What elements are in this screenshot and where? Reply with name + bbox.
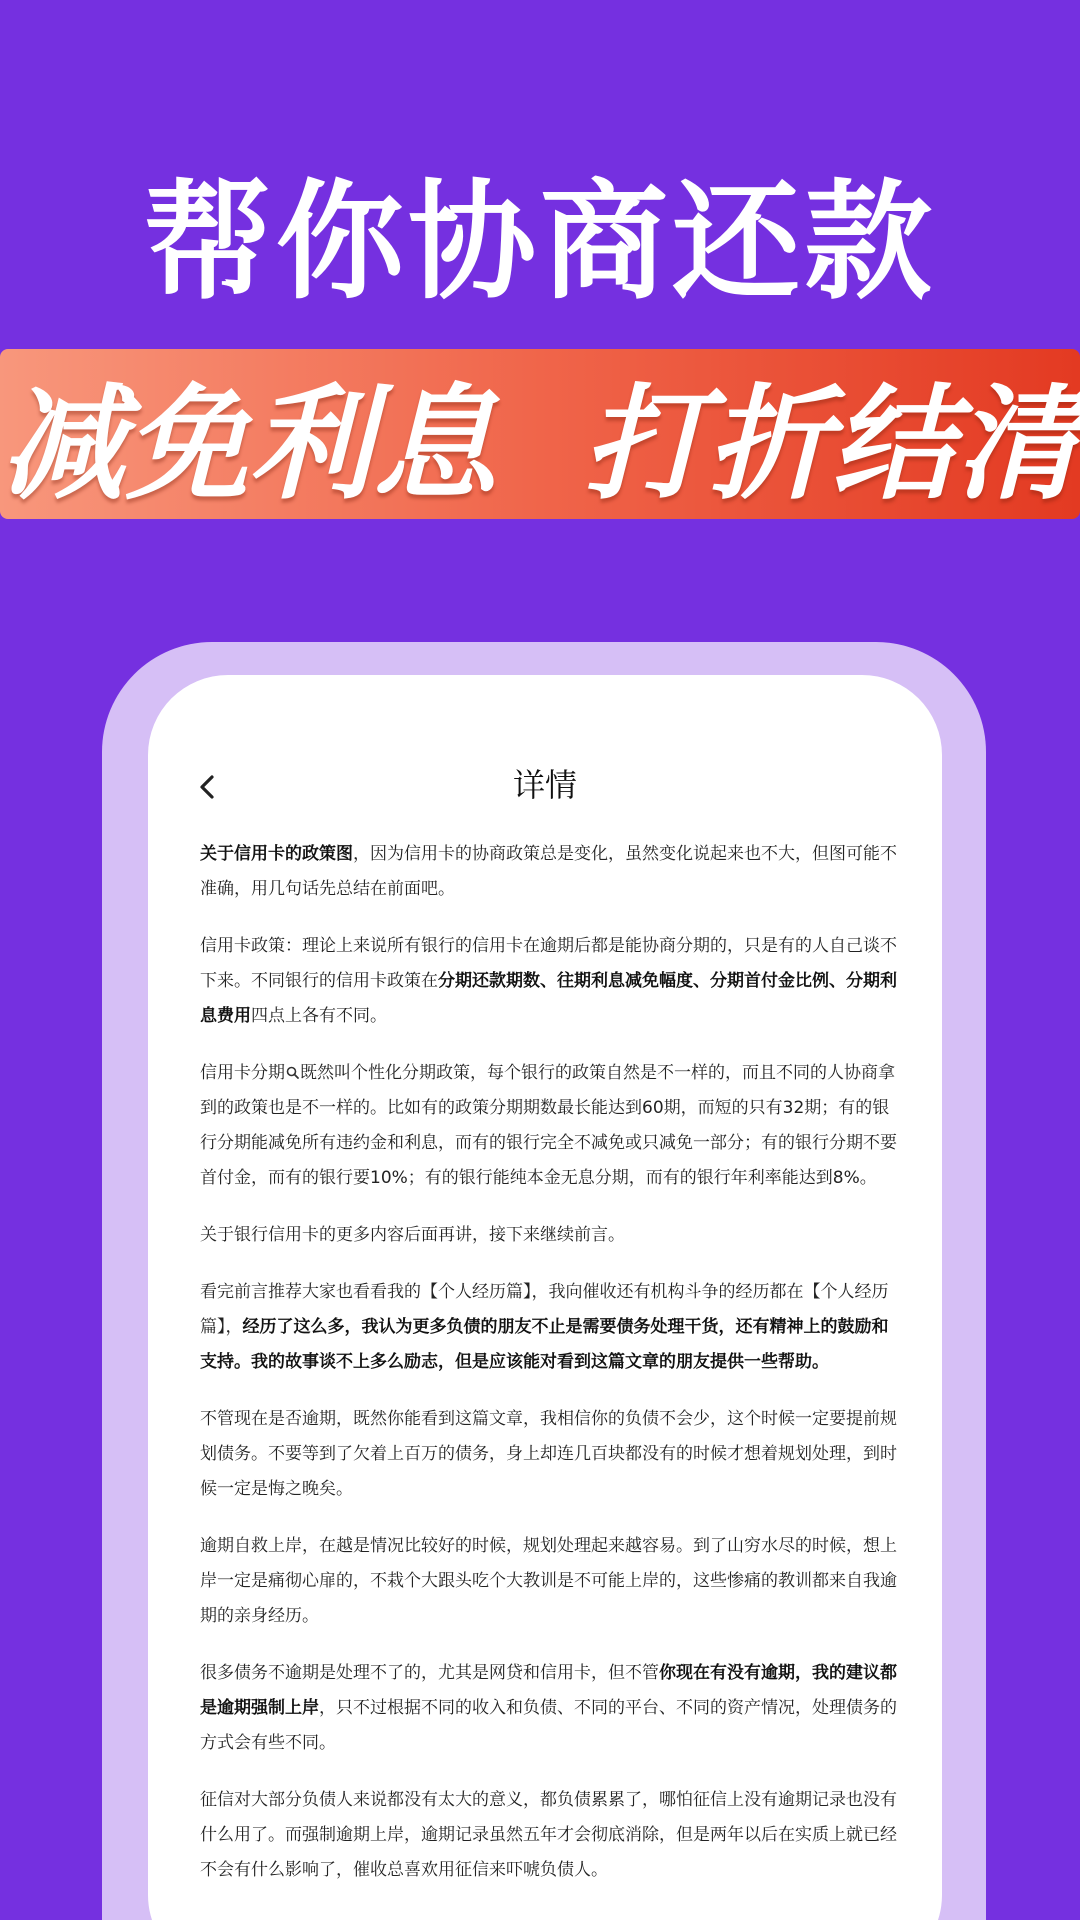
- bold-text: 分期还款期数、往期利息减免幅度、分期首付金比例、分期利息费用: [200, 971, 897, 1026]
- page-title: 详情: [512, 766, 577, 804]
- promo-banner: 减免利息 打折结清: [0, 349, 1080, 519]
- paragraph-4: [200, 1218, 900, 1253]
- paragraph-7: [200, 1529, 900, 1634]
- phone-screen: [148, 675, 942, 1920]
- paragraph-1: [200, 837, 900, 907]
- text: 四点上各有不同。: [251, 1006, 387, 1026]
- paragraph-8: [200, 1656, 900, 1761]
- paragraph-9: [200, 1783, 900, 1888]
- text: 信用卡政策：理论上来说所有银行的信用卡在逾期后都是能协商分期的，只是有的人自己谈不下来。不同银行的信用卡政策在: [200, 936, 897, 991]
- text: 很多债务不逾期是处理不了的，尤其是网贷和信用卡，但不管: [200, 1663, 659, 1683]
- search-icon[interactable]: [286, 1066, 299, 1079]
- bold-text: 经历了这么多，我认为更多负债的朋友不止是需要债务处理干货，还有精神上的鼓励和支持。我的故事谈不上多么励志，但是应该能对看到这篇文章的朋友提供一些帮助。: [200, 1317, 889, 1372]
- bold-text: 关于信用卡的政策图: [200, 844, 353, 864]
- link-text[interactable]: 信用卡分期: [200, 1063, 285, 1083]
- paragraph-5: [200, 1275, 900, 1380]
- text: 逾期自救上岸，在越是情况比较好的时候，规划处理起来越容易。到了山穷水尽的时候，想上岸一定是痛彻心扉的，不栽个大跟头吃个大教训是不可能上岸的，这些惨痛的教训都来自我逾期的亲身经历。: [200, 1536, 897, 1626]
- text: 征信对大部分负债人来说都没有太大的意义，都负债累累了，哪怕征信上没有逾期记录也没有什么用了。而强制逾期上岸，逾期记录虽然五年才会彻底消除，但是两年以后在实质上就已经不会有什么影响了，催收总喜欢用征信来吓唬负债人。: [200, 1790, 897, 1880]
- headline: 帮你协商还款: [143, 168, 936, 317]
- text: 关于银行信用卡的更多内容后面再讲，接下来继续前言。: [200, 1225, 625, 1245]
- text: 看完前言推荐大家也看看我的【个人经历篇】，我向催收还有机构斗争的经历都在【个人经历篇】，: [200, 1282, 889, 1337]
- paragraph-3: [200, 1056, 900, 1196]
- text: 既然叫个性化分期政策，每个银行的政策自然是不一样的，而且不同的人协商拿到的政策也是不一样的。比如有的政策分期期数最长能达到60期，而短的只有32期；有的银行分期能减免所有违约金和利息，而有的银行完全不减免或只减免一部分；有的银行分期不要首付金，而有的银行要10%；有的银行能纯本金无息分期，而有的银行年利率能达到8%。: [200, 1063, 897, 1188]
- text: 不管现在是否逾期，既然你能看到这篇文章，我相信你的负债不会少，这个时候一定要提前规划债务。不要等到了欠着上百万的债务，身上却连几百块都没有的时候才想着规划处理，到时候一定是悔之晚矣。: [200, 1409, 897, 1499]
- paragraph-6: [200, 1402, 900, 1507]
- text: ，因为信用卡的协商政策总是变化，虽然变化说起来也不大，但图可能不准确，用几句话先总结在前面吧。: [200, 844, 897, 899]
- paragraph-2: [200, 929, 900, 1034]
- article-body: [200, 837, 900, 1910]
- bold-text: 你现在有没有逾期，我的建议都是逾期强制上岸: [200, 1663, 897, 1718]
- text: ，只不过根据不同的收入和负债、不同的平台、不同的资产情况，处理债务的方式会有些不同。: [200, 1698, 897, 1753]
